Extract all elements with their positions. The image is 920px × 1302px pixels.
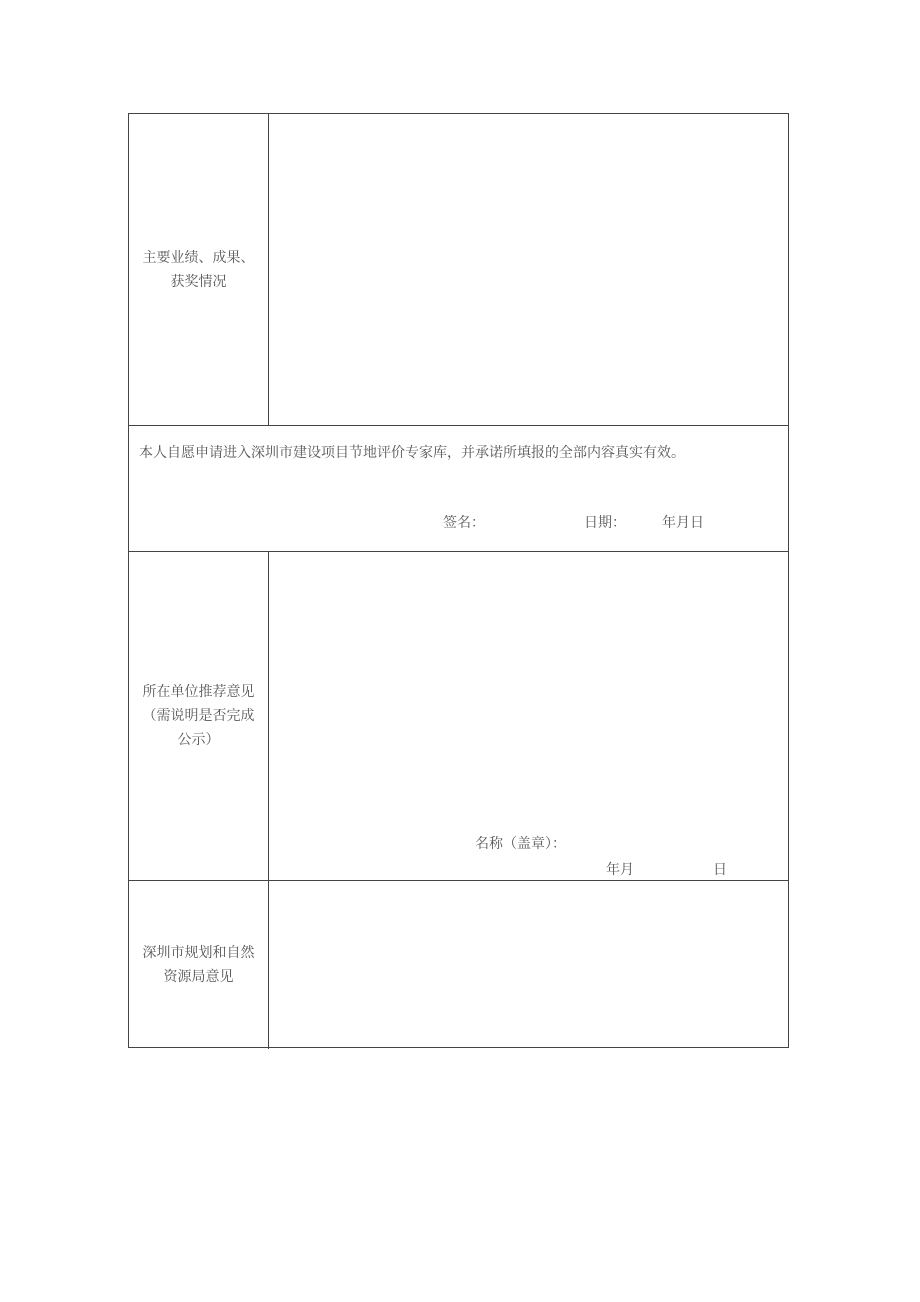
achievements-label: 主要业绩、成果、 获奖情况 [142, 249, 255, 290]
bureau-opinion-label-cell [129, 881, 269, 1049]
bureau-opinion-content-cell[interactable] [269, 881, 788, 1049]
bureau-opinion-row [129, 880, 788, 1049]
achievements-content-cell[interactable] [269, 114, 788, 425]
declaration-statement: 本人自愿申请进入深圳市建设项目节地评价专家库，并承诺所填报的全部内容真实有效。 [139, 445, 685, 461]
achievements-label-cell [129, 114, 269, 425]
employer-recommendation-label-cell [129, 552, 269, 880]
date-format: 年月日 [662, 515, 704, 531]
achievements-row [129, 114, 788, 425]
employer-recommendation-content-cell[interactable] [269, 552, 788, 880]
stamp-label: 名称（盖章）： [475, 836, 566, 852]
signature-label: 签名： [443, 515, 485, 531]
bureau-opinion-label: 深圳市规划和自然 资源局意见 [142, 945, 255, 985]
application-form-table [128, 113, 789, 1048]
year-month-label: 年月 [606, 862, 634, 878]
day-label: 日 [713, 862, 727, 878]
employer-recommendation-row [129, 551, 788, 880]
date-label: 日期： [584, 515, 626, 531]
employer-recommendation-label: 所在单位推荐意见 （需说明是否完成 公示） [142, 684, 255, 748]
declaration-row [129, 425, 788, 551]
